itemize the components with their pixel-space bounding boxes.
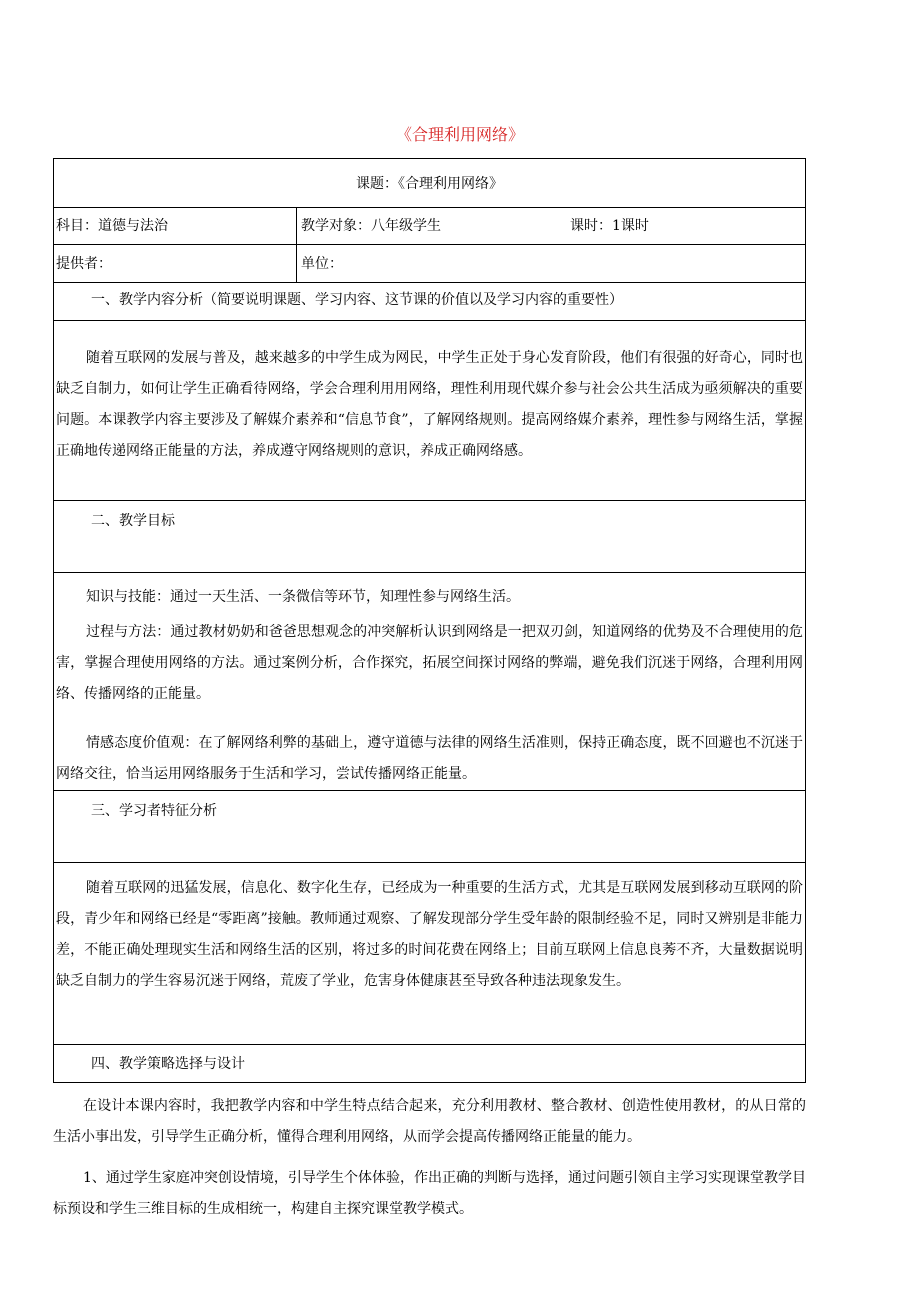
section4-heading: 四、教学策略选择与设计 [91,1056,245,1072]
row-divider [54,500,805,501]
row-divider [54,244,805,245]
row-divider [54,282,805,283]
row-divider [54,1044,805,1045]
topic-cell: 课题：《合理利用网络》 [356,176,503,192]
provider-cell: 提供者： [56,256,112,272]
row-divider [54,790,805,791]
row-divider [54,862,805,863]
section1-heading: 一、教学内容分析（简要说明课题、学习内容、这节课的价值以及学习内容的重要性） [91,292,623,308]
section1-text: 随着互联网的发展与普及，越来越多的中学生成为网民，中学生正处于身心发育阶段，他们有很强的好奇心，同时也缺乏自制力，如何让学生正确看待网络，学会合理利用用网络，理性利用现代媒介参与社会公共生活成为亟须解决的重要问题。本课教学内容主要涉及了解媒介素养和“信息节食”，了解网络规则。提高网络媒介素养，理性参与网络生活，掌握正确地传递网络正能量的方法，养成遵守网络规则的意识，养成正确网络感。 [56,350,803,459]
lesson-plan-table [53,158,806,1083]
goal-process: 过程与方法：通过教材奶奶和爸爸思想观念的冲突解析认识到网络是一把双刃剑，知道网络的优势及不合理使用的危害，掌握合理使用网络的方法。通过案例分析，合作探究，拓展空间探讨网络的弊端，避免我们沉迷于网络，合理利用网络、传播网络的正能量。 [56,624,803,702]
unit-cell: 单位： [301,256,343,272]
section2-heading: 二、教学目标 [91,513,175,529]
column-divider [296,207,297,282]
goal-knowledge: 知识与技能：通过一天生活、一条微信等环节，知理性参与网络生活。 [86,589,520,605]
row-divider [54,572,805,573]
row-divider [54,207,805,208]
strategy-paragraph: 在设计本课内容时，我把教学内容和中学生特点结合起来，充分利用教材、整合教材、创造性使用教材，的从日常的生活小事出发，引导学生正确分析，懂得合理利用网络，从而学会提高传播网络正能量的能力。 [53,1098,806,1145]
hours-cell: 课时：1课时 [570,218,649,234]
audience-cell: 教学对象：八年级学生 [301,218,441,234]
section3-text: 随着互联网的迅猛发展，信息化、数字化生存，已经成为一种重要的生活方式，尤其是互联网发展到移动互联网的阶段，青少年和网络已经是“零距离”接触。教师通过观察、了解发现部分学生受年龄的限制经验不足，同时又辨别是非能力差，不能正确处理现实生活和网络生活的区别，将过多的时间花费在网络上；目前互联网上信息良莠不齐，大量数据说明缺乏自制力的学生容易沉迷于网络，荒废了学业，危害身体健康甚至导致各种违法现象发生。 [56,880,803,989]
strategy-point-1: 1、通过学生家庭冲突创设情境，引导学生个体体验，作出正确的判断与选择，通过问题引领自主学习实现课堂教学目标预设和学生三维目标的生成相统一，构建自主探究课堂教学模式。 [53,1170,806,1217]
section3-heading: 三、学习者特征分析 [91,803,217,819]
goal-emotion: 情感态度价值观：在了解网络利弊的基础上，遵守道德与法律的网络生活准则，保持正确态度，既不回避也不沉迷于网络交往，恰当运用网络服务于生活和学习，尝试传播网络正能量。 [56,735,803,782]
document-title: 《合理利用网络》 [395,125,524,144]
subject-cell: 科目：道德与法治 [56,218,168,234]
row-divider [54,320,805,321]
